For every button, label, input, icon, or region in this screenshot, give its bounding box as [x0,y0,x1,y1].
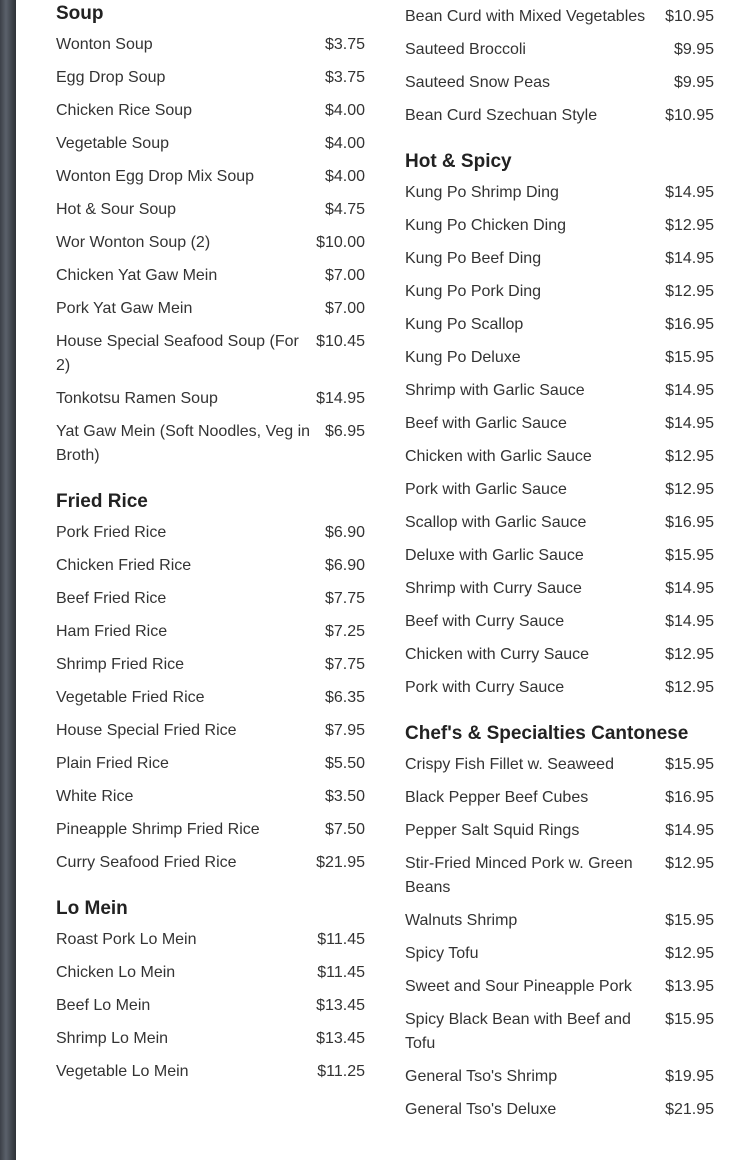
menu-item [405,445,714,469]
menu-item-name: Beef Fried Rice [56,590,167,607]
menu-item-name: Stir-Fried Minced Pork w. Green Beans [405,855,633,896]
menu-item-name: Chicken Yat Gaw Mein [56,267,218,284]
menu-item [405,346,714,370]
menu-item-name: Beef with Curry Sauce [405,613,565,630]
menu-column-left [56,0,365,1093]
menu-item-name: Chicken Lo Mein [56,964,176,981]
menu-item-price: $15.95 [665,1011,714,1028]
menu-item-price: $15.95 [665,547,714,564]
menu-item-price: $3.75 [324,69,365,86]
menu-item-price: $15.95 [665,756,714,773]
menu-item-name: Beef Lo Mein [56,997,151,1014]
menu-item-name: House Special Fried Rice [56,722,237,739]
menu-item-price: $10.95 [665,8,714,25]
menu-item [405,247,714,271]
menu-item [56,653,365,677]
menu-item [405,412,714,436]
menu-item-name: Pineapple Shrimp Fried Rice [56,821,260,838]
menu-item [56,994,365,1018]
menu-item-price: $11.25 [317,1063,365,1080]
menu-item-name: Yat Gaw Mein (Soft Noodles, Veg in Broth) [56,423,311,464]
menu-item [405,819,714,843]
menu-item-name: Pork Fried Rice [56,524,167,541]
menu-item-price: $12.95 [665,945,714,962]
menu-item [56,521,365,545]
menu-item [405,577,714,601]
menu-item-name: General Tso's Shrimp [405,1068,558,1085]
menu-item-price: $13.45 [316,997,365,1014]
menu-item-price: $4.00 [324,168,365,185]
menu-item [56,719,365,743]
menu-item-price: $14.95 [665,580,714,597]
menu-item [56,686,365,710]
menu-item-name: Shrimp with Curry Sauce [405,580,582,597]
menu-item [405,975,714,999]
menu-item [56,66,365,90]
menu-item [56,99,365,123]
menu-section [56,0,365,468]
menu-item-name: General Tso's Deluxe [405,1101,557,1118]
menu-item [405,280,714,304]
menu-item-price: $7.25 [324,623,365,640]
menu-item-price: $4.00 [324,135,365,152]
menu-item-price: $16.95 [665,789,714,806]
menu-item [56,231,365,255]
menu-item-price: $12.95 [665,217,714,234]
menu-item-price: $6.95 [324,423,365,440]
menu-item-name: Shrimp Lo Mein [56,1030,169,1047]
menu-item-price: $6.90 [324,524,365,541]
menu-section [56,884,365,1084]
menu-item-name: Wonton Soup [56,36,153,53]
menu-item-price: $5.50 [324,755,365,772]
menu-item [56,420,365,468]
menu-item [56,1027,365,1051]
menu-item [56,1060,365,1084]
menu-item-price: $12.95 [665,448,714,465]
menu-item-price: $3.75 [324,36,365,53]
menu-item [405,1098,714,1122]
menu-item-name: Shrimp with Garlic Sauce [405,382,585,399]
menu-item-name: Kung Po Deluxe [405,349,521,366]
menu-item-price: $14.95 [665,250,714,267]
menu-item [405,379,714,403]
menu-item-name: Egg Drop Soup [56,69,166,86]
menu-item-price: $19.95 [665,1068,714,1085]
menu-item-price: $15.95 [665,912,714,929]
menu-item-price: $7.00 [324,300,365,317]
menu-item [56,620,365,644]
menu-item-name: Kung Po Scallop [405,316,524,333]
menu-item-price: $4.75 [324,201,365,218]
menu-item-name: Scallop with Garlic Sauce [405,514,587,531]
menu-item [405,71,714,95]
menu-item-price: $7.50 [324,821,365,838]
menu-item [56,297,365,321]
menu-item-price: $3.50 [324,788,365,805]
menu-item-name: Chicken Rice Soup [56,102,193,119]
menu-item [405,104,714,128]
menu-item-name: Curry Seafood Fried Rice [56,854,237,871]
menu-item-price: $11.45 [317,931,365,948]
menu-item [56,818,365,842]
menu-item [405,643,714,667]
menu-item-name: Spicy Tofu [405,945,479,962]
menu-item-name: Crispy Fish Fillet w. Seaweed [405,756,614,773]
menu-item-price: $16.95 [665,514,714,531]
menu-item [405,1065,714,1089]
menu-item-price: $12.95 [665,855,714,872]
menu-item-price: $7.75 [324,590,365,607]
menu-item-price: $15.95 [665,349,714,366]
menu-item [56,752,365,776]
menu-item-price: $7.95 [324,722,365,739]
menu-column-right [405,0,714,1131]
menu-item-price: $7.75 [324,656,365,673]
section-title: Lo Mein [56,898,128,919]
menu-item [56,961,365,985]
menu-item-name: Ham Fried Rice [56,623,168,640]
section-title: Soup [56,3,104,24]
menu-item-name: Sauteed Snow Peas [405,74,550,91]
menu-item-name: Sauteed Broccoli [405,41,526,58]
menu-item-name: Beef with Garlic Sauce [405,415,567,432]
menu-item [405,313,714,337]
menu-item-price: $14.95 [665,382,714,399]
menu-item [405,786,714,810]
menu-item-price: $16.95 [665,316,714,333]
menu-section [405,709,714,1122]
section-title: Chef's & Specialties Cantonese [405,723,689,744]
menu-section [56,477,365,875]
menu-item [56,587,365,611]
menu-item [56,554,365,578]
menu-item-price: $12.95 [665,283,714,300]
menu-item-name: Deluxe with Garlic Sauce [405,547,584,564]
menu-item [56,33,365,57]
menu-item [56,264,365,288]
menu-item-price: $4.00 [324,102,365,119]
menu-item [405,610,714,634]
menu-item-name: House Special Seafood Soup (For 2) [56,333,299,374]
menu-item-name: Chicken with Curry Sauce [405,646,590,663]
menu-item-price: $10.45 [316,333,365,350]
menu-item [56,785,365,809]
menu-item [56,851,365,875]
menu-item-price: $14.95 [665,184,714,201]
menu-item [405,181,714,205]
menu-item-name: Bean Curd with Mixed Vegetables [405,8,646,25]
menu-item-price: $6.90 [324,557,365,574]
menu-page [16,0,750,1160]
menu-item-name: Walnuts Shrimp [405,912,518,929]
menu-item [405,676,714,700]
menu-item-price: $14.95 [665,613,714,630]
menu-item-name: Pork Yat Gaw Mein [56,300,193,317]
menu-item-price: $21.95 [316,854,365,871]
menu-item-price: $10.00 [316,234,365,251]
menu-item-price: $10.95 [665,107,714,124]
menu-item-name: Kung Po Beef Ding [405,250,542,267]
menu-section [405,137,714,700]
menu-item-price: $13.45 [316,1030,365,1047]
menu-item [56,132,365,156]
menu-item-price: $7.00 [324,267,365,284]
menu-item-price: $9.95 [673,41,714,58]
menu-item-name: Kung Po Chicken Ding [405,217,566,234]
menu-item-name: Wor Wonton Soup (2) [56,234,211,251]
menu-item [56,928,365,952]
menu-item-name: Plain Fried Rice [56,755,169,772]
menu-item-name: Wonton Egg Drop Mix Soup [56,168,255,185]
menu-item-price: $9.95 [673,74,714,91]
menu-item-name: Chicken with Garlic Sauce [405,448,592,465]
menu-item-name: Chicken Fried Rice [56,557,192,574]
menu-item-name: Pork with Curry Sauce [405,679,565,696]
menu-item [405,214,714,238]
menu-item [405,511,714,535]
menu-item-name: Kung Po Shrimp Ding [405,184,559,201]
menu-item [56,198,365,222]
menu-item [405,5,714,29]
menu-item-price: $13.95 [665,978,714,995]
menu-item [56,330,365,378]
menu-item-name: Sweet and Sour Pineapple Pork [405,978,632,995]
menu-item-name: Bean Curd Szechuan Style [405,107,598,124]
menu-item [405,909,714,933]
menu-item-price: $12.95 [665,679,714,696]
menu-item-price: $14.95 [665,822,714,839]
menu-item [56,165,365,189]
menu-item-name: Tonkotsu Ramen Soup [56,390,218,407]
menu-item [405,852,714,900]
menu-item [405,544,714,568]
menu-item-name: Roast Pork Lo Mein [56,931,197,948]
menu-item [405,478,714,502]
menu-item-name: Kung Po Pork Ding [405,283,542,300]
menu-item-name: Black Pepper Beef Cubes [405,789,589,806]
menu-item-price: $12.95 [665,646,714,663]
section-title: Fried Rice [56,491,148,512]
menu-item [405,753,714,777]
menu-item-name: Spicy Black Bean with Beef and Tofu [405,1011,631,1052]
menu-item-name: Hot & Sour Soup [56,201,177,218]
section-title: Hot & Spicy [405,151,512,172]
menu-item [405,1008,714,1056]
menu-item-name: Vegetable Fried Rice [56,689,205,706]
menu-item-name: Vegetable Lo Mein [56,1063,189,1080]
menu-item-name: Pork with Garlic Sauce [405,481,567,498]
menu-item [405,942,714,966]
menu-item-price: $14.95 [665,415,714,432]
menu-item [56,387,365,411]
menu-item [405,38,714,62]
menu-item-price: $21.95 [665,1101,714,1118]
menu-item-name: Vegetable Soup [56,135,169,152]
menu-item-name: White Rice [56,788,134,805]
menu-item-price: $12.95 [665,481,714,498]
menu-item-price: $14.95 [316,390,365,407]
menu-item-name: Pepper Salt Squid Rings [405,822,580,839]
menu-item-name: Shrimp Fried Rice [56,656,185,673]
menu-item-price: $11.45 [317,964,365,981]
menu-item-price: $6.35 [324,689,365,706]
